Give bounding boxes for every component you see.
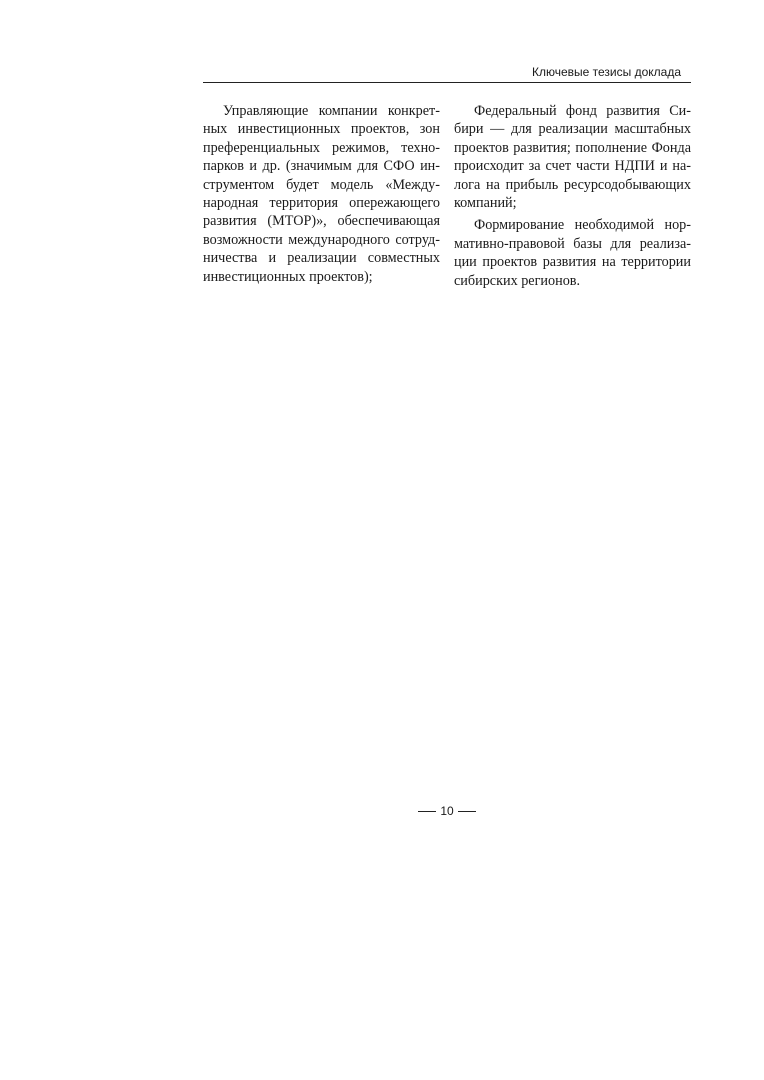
folio-dash-right <box>458 811 476 812</box>
running-header <box>203 64 691 80</box>
paragraph-management-companies: Управляющие компании конкретных инвестиционных проектов, зон преференциальных режимов, технопарков и др. (значимым для СФО инструментом будет модель «Международная территория опережающего развития (МТОР)», обеспечивающая возможности международного сотрудничества и реализации совместных инвестиционных проектов); <box>203 103 440 285</box>
folio-dash-left <box>418 811 436 812</box>
page-number: 10 <box>440 804 454 818</box>
header-rule <box>203 82 691 83</box>
paragraph-development-fund: Федеральный фонд развития Сибири — для реализации масштабных проектов развития; пополнение Фонда происходит за счет части НДПИ и налога на прибыль ресурсодобывающих компаний; <box>454 103 691 212</box>
right-column <box>454 102 691 294</box>
running-title: Ключевые тезисы доклада <box>531 65 681 79</box>
paragraph-legal-framework: Формирование необходимой нормативно-правовой базы для реализации проектов развития на территории сибирских регионов. <box>454 217 691 289</box>
left-column <box>203 102 440 290</box>
page-footer <box>0 803 764 819</box>
